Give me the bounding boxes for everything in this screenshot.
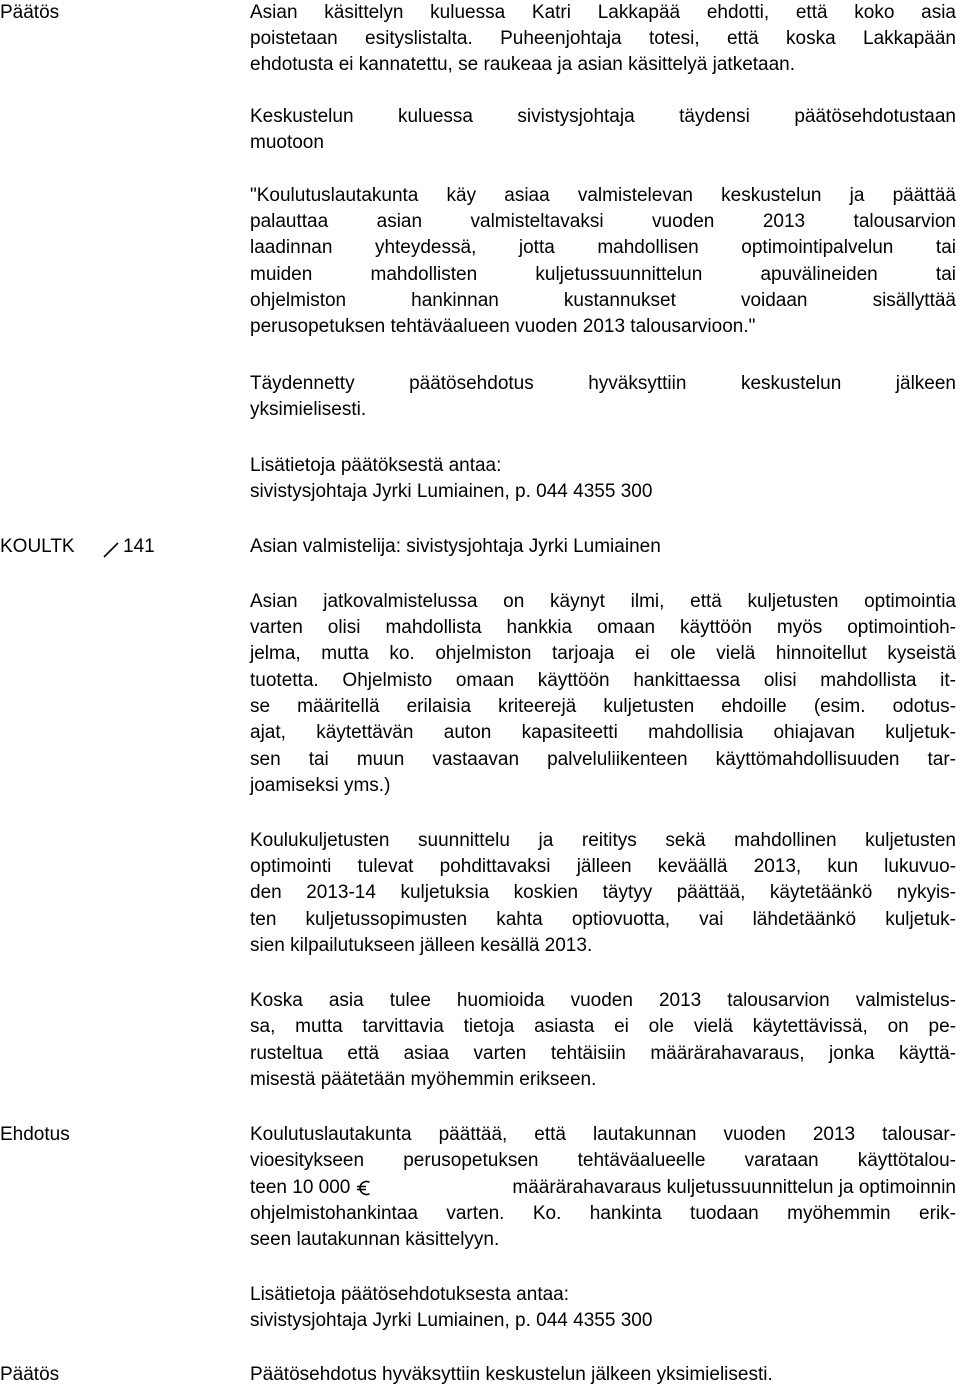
contact-line: sivistysjohtaja Jyrki Lumiainen, p. 044 4355 300 (250, 481, 653, 502)
paragraph-line: ohjelmistohankintaa varten. Ko. hankinta tuodaan myöhemmin erik- (250, 1203, 956, 1224)
paragraph-line: ajat, käytettävän auton kapasiteetti mahdollisia ohiajavan kuljetuk- (250, 722, 956, 743)
paragraph-line: sa, mutta tarvittavia tietoja asiasta ei ole vielä käytettävissä, on pe- (250, 1016, 956, 1037)
paragraph-line: den 2013-14 kuljetuksia koskien täytyy päättää, käytetäänkö nykyis- (250, 882, 956, 903)
paragraph-line: Koulukuljetusten suunnittelu ja reititys sekä mahdollinen kuljetusten (250, 830, 956, 851)
paragraph-line: vioesitykseen perusopetuksen tehtäväalueelle varataan käyttötalou- (250, 1150, 956, 1171)
paragraph-line: ehdotusta ei kannatettu, se raukeaa ja asian käsittelyä jatketaan. (250, 54, 796, 75)
contact-line: sivistysjohtaja Jyrki Lumiainen, p. 044 4355 300 (250, 1310, 653, 1331)
quote-line: laadinnan yhteydessä, jotta mahdollisen optimointipalvelun tai (250, 237, 956, 258)
paragraph-line: Koska asia tulee huomioida vuoden 2013 talousarvion valmistelus- (250, 990, 956, 1011)
amount-rest: määrärahavaraus kuljetussuunnittelun ja optimoinnin (512, 1177, 956, 1198)
contact-heading: Lisätietoja päätöksestä antaa: (250, 455, 502, 476)
paragraph-line: yksimielisesti. (250, 399, 367, 420)
paragraph-line: Asian käsittelyn kuluessa Katri Lakkapää ehdotti, että koko asia (250, 2, 956, 23)
paragraph-line: Asian jatkovalmistelussa on käynyt ilmi, että kuljetusten optimointia (250, 591, 956, 612)
paragraph-line: se määritellä erilaisia kriteerejä kuljetusten ehdoille (esim. odotus- (250, 696, 956, 717)
paragraph-line: Täydennetty päätösehdotus hyväksyttiin keskustelun jälkeen (250, 373, 956, 394)
item-code: KOULTK (0, 536, 75, 557)
section-label-paatos: Päätös (0, 2, 60, 23)
paragraph-line: varten olisi mahdollista hankkia omaan käyttöön myös optimointioh- (250, 617, 956, 638)
amount-value: teen 10 000 (250, 1177, 351, 1198)
decision-text: Päätösehdotus hyväksyttiin keskustelun jälkeen yksimielisesti. (250, 1364, 773, 1385)
paragraph-line: jelma, mutta ko. ohjelmiston tarjoaja ei ole vielä hinnoitellut kyseistä (250, 643, 956, 664)
section-label-ehdotus: Ehdotus (0, 1124, 70, 1145)
section-label-paatos-final: Päätös (0, 1364, 60, 1385)
quote-line: "Koulutuslautakunta käy asiaa valmistelevan keskustelun ja päättää (250, 185, 956, 206)
paragraph-line: seen lautakunnan käsittelyyn. (250, 1229, 500, 1250)
quote-line: muiden mahdollisten kuljetussuunnittelun apuvälineiden tai (250, 264, 956, 285)
item-number: 141 (123, 536, 155, 557)
paragraph-line: joamiseksi yms.) (250, 775, 391, 796)
paragraph-line: sen tai muun vastaavan palveluliikenteen käyttömahdollisuuden tar- (250, 749, 956, 770)
section-sign-icon (102, 534, 120, 558)
paragraph-line: Koulutuslautakunta päättää, että lautakunnan vuoden 2013 talousar- (250, 1124, 956, 1145)
paragraph-line: muotoon (250, 132, 324, 153)
contact-heading: Lisätietoja päätösehdotuksesta antaa: (250, 1284, 570, 1305)
paragraph-line: ten kuljetussopimusten kahta optiovuotta, vai lähdetäänkö kuljetuk- (250, 909, 956, 930)
quote-line: perusopetuksen tehtäväalueen vuoden 2013 talousarvioon." (250, 316, 756, 337)
paragraph-line: rusteltua että asiaa varten tehtäisiin määrärahavaraus, jonka käyttä- (250, 1043, 956, 1064)
quote-line: palauttaa asian valmisteltavaksi vuoden 2013 talousarvion (250, 211, 956, 232)
paragraph-line: misestä päätetään myöhemmin erikseen. (250, 1069, 597, 1090)
paragraph-line: Keskustelun kuluessa sivistysjohtaja täydensi päätösehdotustaan (250, 106, 956, 127)
paragraph-line: tuotetta. Ohjelmisto omaan käyttöön hankittaessa olisi mahdollista it- (250, 670, 956, 691)
quote-line: ohjelmiston hankinnan kustannukset voidaan sisällyttää (250, 290, 956, 311)
preparer-line: Asian valmistelija: sivistysjohtaja Jyrki Lumiainen (250, 536, 661, 557)
amount-prefix (250, 1175, 371, 1202)
paragraph-line: optimointi tulevat pohdittavaksi jälleen keväällä 2013, kun lukuvuo- (250, 856, 956, 877)
amount-line (250, 1175, 956, 1202)
paragraph-line: poistetaan esityslistalta. Puheenjohtaja totesi, että koska Lakkapään (250, 28, 956, 49)
paragraph-line: sien kilpailutukseen jälleen kesällä 2013. (250, 935, 593, 956)
